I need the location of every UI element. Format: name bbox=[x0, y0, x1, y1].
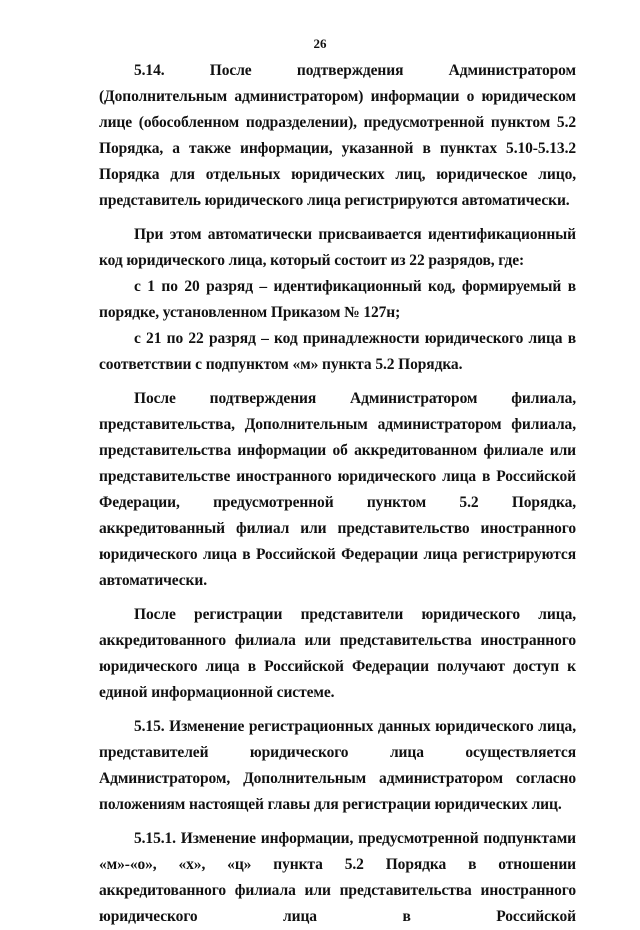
paragraph-digits-21-22: с 21 по 22 разряд – код принадлежности юридического лица в соответствии с подпунктом «м» пункта 5.2 Порядка. bbox=[99, 330, 576, 373]
document-body bbox=[99, 58, 576, 930]
page-number: 26 bbox=[313, 36, 327, 51]
paragraph-identification-code: При этом автоматически присваивается идентификационный код юридического лица, который состоит из 22 разрядов, где: bbox=[99, 226, 576, 269]
paragraph-5-14: 5.14. После подтверждения Администратором (Дополнительным администратором) информации о юридическом лице (обособленном подразделении), предусмотренной пунктом 5.2 Порядка, а также информации, указанной в пунктах 5.10-5.13.2 Порядка для отдельных юридических лиц, юридическое лицо, представитель юридического лица регистрируются автоматически. bbox=[99, 62, 576, 209]
paragraph-5-15-1: 5.15.1. Изменение информации, предусмотренной подпунктами «м»-«о», «х», «ц» пункта 5.2 Порядка в отношении аккредитованного филиала или представительства иностранного юридического лица в Российской bbox=[99, 830, 576, 925]
paragraph-digits-1-20: с 1 по 20 разряд – идентификационный код, формируемый в порядке, установленном Приказом № 127н; bbox=[99, 278, 576, 321]
paragraph-after-registration: После регистрации представители юридического лица, аккредитованного филиала или представительства иностранного юридического лица в Российской Федерации получают доступ к единой информационной системе. bbox=[99, 606, 576, 701]
paragraph-5-15: 5.15. Изменение регистрационных данных юридического лица, представителей юридического лица осуществляется Администратором, Дополнительным администратором согласно положениям настоящей главы для регистрации юридических лиц. bbox=[99, 718, 576, 813]
paragraph-branch-confirmation: После подтверждения Администратором филиала, представительства, Дополнительным администратором филиала, представительства информации об аккредитованном филиале или представительстве иностранного юридического лица в Российской Федерации, предусмотренной пунктом 5.2 Порядка, аккредитованный филиал или представительство иностранного юридического лица в Российской Федерации лица регистрируются автоматически. bbox=[99, 390, 576, 589]
